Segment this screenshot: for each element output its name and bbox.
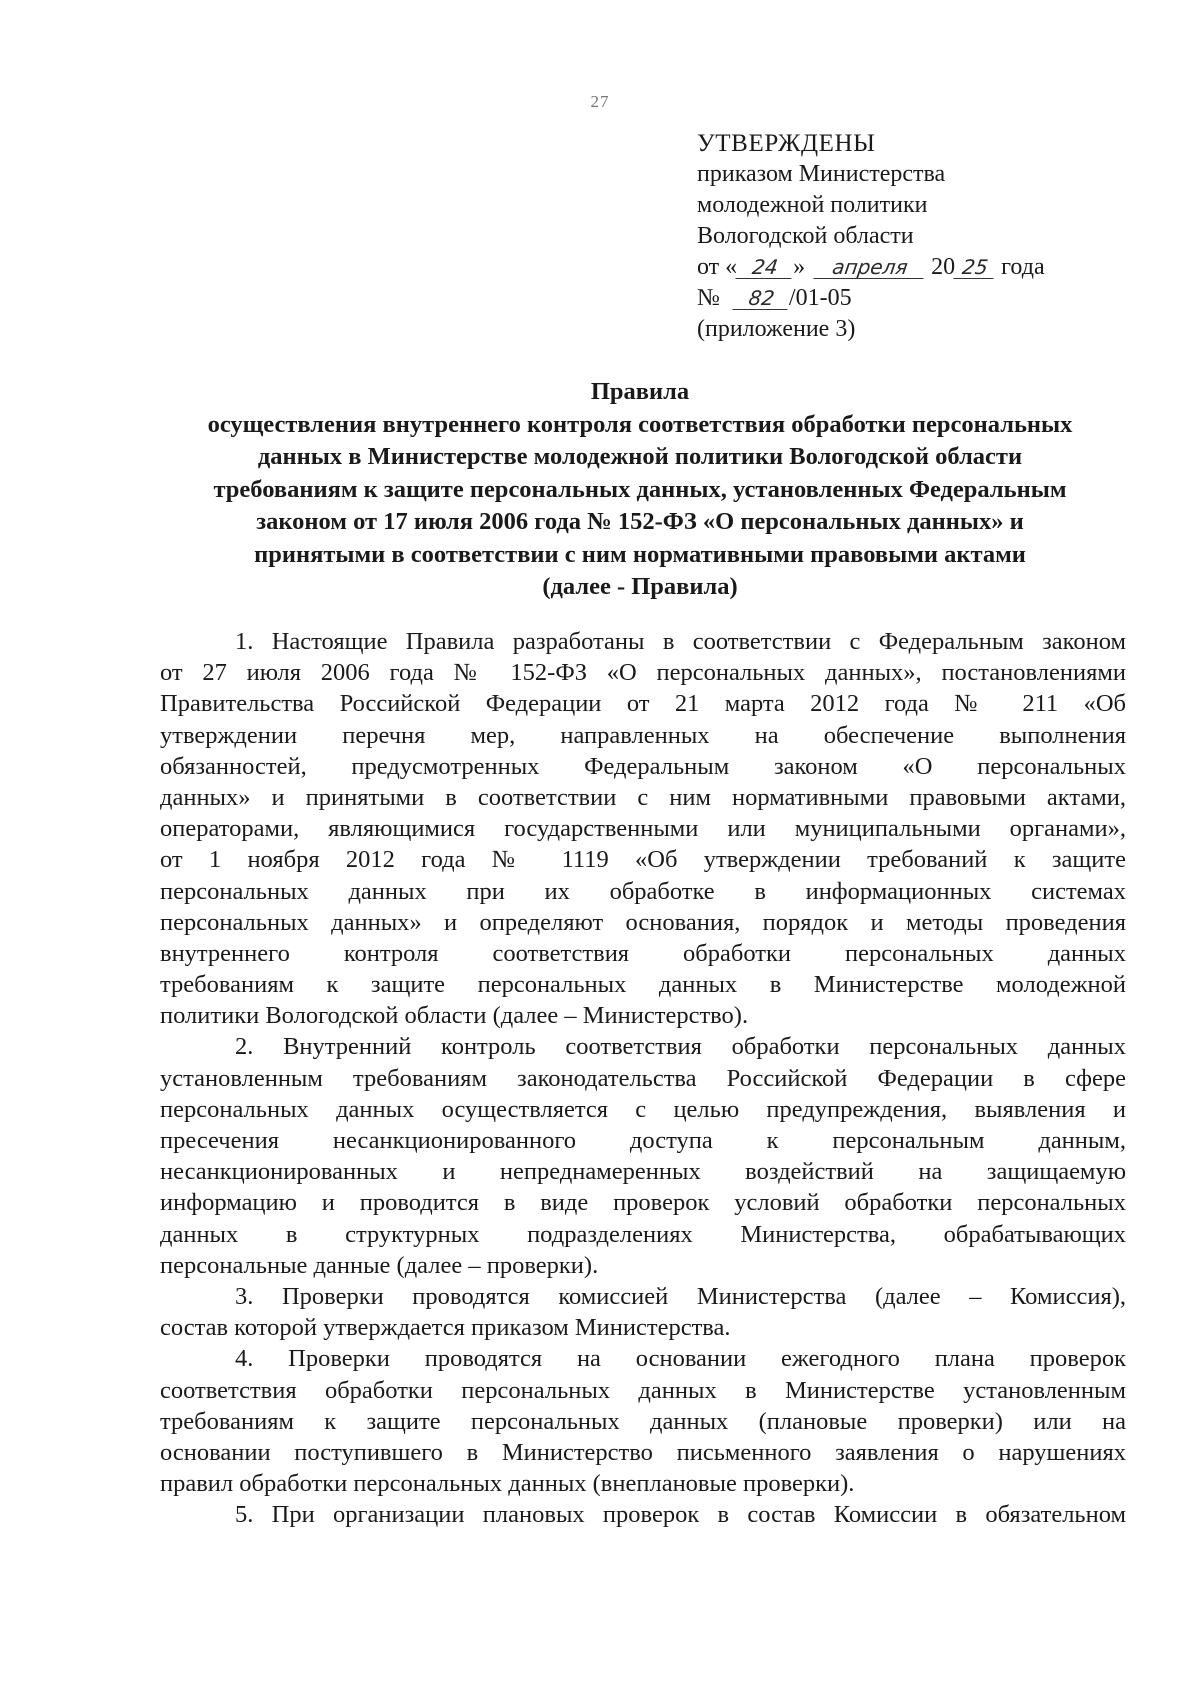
approval-appendix: (приложение 3) (697, 316, 856, 342)
approval-line: Вологодской области (697, 223, 914, 249)
body-line: Правительства Российской Федерации от 21 марта 2012 года № 211 «Об (160, 690, 1126, 718)
body-line: обязанностей, предусмотренных Федеральным законом «О персональных (160, 752, 1126, 780)
body-line: установленным требованиям законодательства Российской Федерации в сфере (160, 1064, 1126, 1092)
body-line: 3. Проверки проводятся комиссией Министерства (далее – Комиссия), (235, 1282, 1126, 1310)
approval-number (697, 283, 1157, 314)
title-line: законом от 17 июля 2006 года № 152-ФЗ «О персональных данных» и (256, 508, 1024, 535)
title-line: принятыми в соответствии с ним нормативными правовыми актами (254, 540, 1026, 568)
body-line: внутреннего контроля соответствия обработки персональных данных (160, 939, 1126, 967)
body-line: 2. Внутренний контроль соответствия обработки персональных данных (235, 1033, 1126, 1061)
body-line: от 27 июля 2006 года № 152-ФЗ «О персональных данных», постановлениями (160, 659, 1126, 687)
page-number: 27 (590, 92, 610, 111)
body-line: основании поступившего в Министерство письменного заявления о нарушениях (160, 1438, 1126, 1466)
approval-date (697, 252, 1157, 283)
body-line: требованиям к защите персональных данных (плановые проверки) или на (160, 1407, 1126, 1435)
body-line: информацию и проводится в виде проверок условий обработки персональных (160, 1189, 1126, 1217)
body-line: утверждении перечня мер, направленных на обеспечение выполнения (160, 721, 1126, 749)
body-line: персональные данные (далее – проверки). (160, 1251, 599, 1279)
number-suffix: /01-05 (788, 285, 852, 311)
title-line: данных в Министерстве молодежной политики Вологодской области (257, 443, 1023, 470)
body-line: данных» и принятыми в соответствии с ним нормативными правовыми актами, (160, 783, 1126, 811)
body-line: соответствия обработки персональных данных в Министерстве установленным (160, 1376, 1126, 1404)
date-month-handwritten: апреля (814, 256, 927, 279)
title-line: осуществления внутреннего контроля соответствия обработки персональных (207, 410, 1073, 438)
approval-line: приказом Министерства (697, 161, 946, 187)
approval-line: молодежной политики (697, 192, 928, 218)
title-line: требованиям к защите персональных данных, установленных Федеральным (213, 475, 1067, 503)
body-line: правил обработки персональных данных (внеплановые проверки). (160, 1470, 855, 1498)
body-line: несанкционированных и непреднамеренных воздействий на защищаемую (160, 1158, 1126, 1186)
date-suffix: года (1001, 254, 1045, 280)
document-title (150, 376, 1130, 604)
document-body (160, 626, 1126, 1530)
title-line: (далее - Правила) (542, 573, 738, 600)
body-line: состав которой утверждается приказом Министерства. (160, 1314, 731, 1342)
body-line: персональных данных» и определяют основания, порядок и методы проведения (160, 908, 1126, 936)
body-line: требованиям к защите персональных данных в Министерстве молодежной (160, 971, 1126, 999)
date-prefix: от « (697, 254, 738, 280)
date-mid: » (793, 254, 806, 280)
date-day-handwritten: 24 (736, 256, 795, 279)
body-line: персональных данных при их обработке в информационных системах (160, 877, 1126, 905)
number-prefix: № (697, 285, 720, 311)
number-handwritten: 82 (732, 287, 790, 310)
approval-title: УТВЕРЖДЕНЫ (697, 130, 876, 157)
date-year-handwritten: 25 (954, 256, 997, 279)
body-line: персональных данных осуществляется с целью предупреждения, выявления и (160, 1095, 1126, 1123)
approval-block (697, 128, 1157, 345)
body-line: 1. Настоящие Правила разработаны в соответствии с Федеральным законом (235, 628, 1126, 655)
date-year-prefix: 20 (931, 254, 956, 280)
title-line: Правила (590, 378, 690, 405)
body-line: 5. При организации плановых проверок в состав Комиссии в обязательном (235, 1501, 1126, 1529)
body-line: данных в структурных подразделениях Министерства, обрабатывающих (160, 1220, 1126, 1248)
body-line: операторами, являющимися государственными или муниципальными органами», (160, 815, 1126, 843)
body-line: пресечения несанкционированного доступа к персональным данным, (160, 1127, 1126, 1154)
body-line: от 1 ноября 2012 года № 1119 «Об утверждении требований к защите (160, 846, 1126, 874)
body-line: политики Вологодской области (далее – Министерство). (160, 1002, 749, 1030)
body-line: 4. Проверки проводятся на основании ежегодного плана проверок (235, 1345, 1126, 1373)
